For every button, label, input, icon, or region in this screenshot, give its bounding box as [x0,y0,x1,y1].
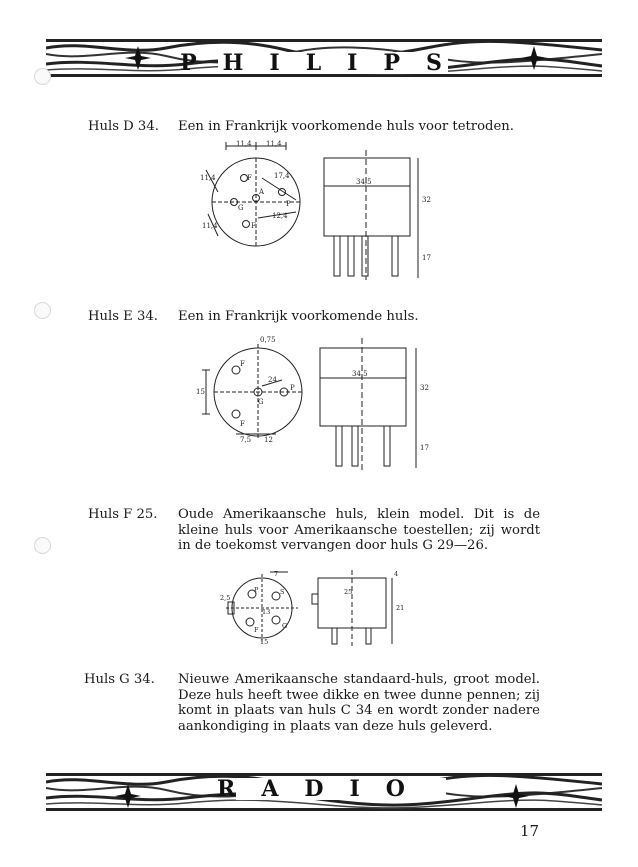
entry-text: Oude Amerikaansche huls, klein model. Dit is de kleine huls voor Amerikaansche toestellen; zij wordt in de toekomst vervangen door huls G 29—26. [178,507,540,553]
entry-text: Een in Frankrijk voorkomende huls voor tetroden. [178,119,514,134]
dim-label: 17 [420,444,429,452]
pin-label: P [290,384,295,392]
entry-huls-f25 [0,507,638,557]
dim-label: 11,4 [200,174,216,182]
dim-label: 15 [260,638,269,646]
dim-label: 12,4 [272,212,288,220]
dim-label: 17 [422,254,431,262]
footer-ornament-band [46,770,602,814]
footer-brand-word: RADIO [217,776,431,802]
entry-label: Huls D 34. [88,119,159,134]
pin-label: P [254,586,259,594]
entry-text: Een in Frankrijk voorkomende huls. [178,309,419,324]
pin-label: F [240,420,245,428]
pin-label: F [247,174,252,182]
figure-huls-e34 [196,330,436,478]
header-brand-word: PHILIPS [180,50,468,76]
pin-label: F [240,360,245,368]
pin-label: S [280,588,285,596]
pin-label: G [258,398,264,406]
pin-label: G [238,204,244,212]
dim-label: 32 [422,196,431,204]
dim-label: 15 [196,388,205,396]
pin-label: F [251,222,256,230]
dim-label: 0,75 [260,336,276,344]
figure-huls-f25 [214,566,410,650]
header-ornament-band [46,36,602,80]
entry-huls-g34 [0,672,638,736]
dim-label: 2,5 [220,594,231,602]
entry-huls-e34 [0,309,638,329]
dim-label: 13 [262,608,271,616]
entry-label: Huls F 25. [88,507,158,522]
dim-label: 21 [396,604,405,612]
entry-text: Nieuwe Amerikaansche standaard-huls, groot model. Deze huls heeft twee dikke en twee dunne pennen; zij komt in plaats van huls C 34 en wordt zonder nadere aankondiging in plaats van deze huls geleverd. [178,672,540,734]
page-number: 17 [520,822,540,840]
pin-label: G [282,622,288,630]
dim-label: 11,4 [202,222,218,230]
dim-label: 17,4 [274,172,290,180]
pin-label: P [286,200,291,208]
dim-label: 11,4 [236,140,252,148]
binder-hole [34,68,51,85]
dim-label: 7 [274,570,279,578]
entry-label: Huls E 34. [88,309,158,324]
entry-huls-d34 [0,119,638,139]
entry-label: Huls G 34. [84,672,155,687]
pin-label: A [259,188,265,196]
dim-label: 25 [344,588,353,596]
dim-label: 34,5 [352,370,368,378]
dim-label: 32 [420,384,429,392]
dim-label: 7,5 [240,436,252,444]
dim-label: 24 [268,376,277,384]
figure-huls-d34 [196,140,436,288]
dim-label: 34,5 [356,178,372,186]
dim-label: 11,4 [266,140,282,148]
dim-label: 4 [394,570,399,578]
dim-label: 12 [264,436,273,444]
pin-label: F [254,626,259,634]
